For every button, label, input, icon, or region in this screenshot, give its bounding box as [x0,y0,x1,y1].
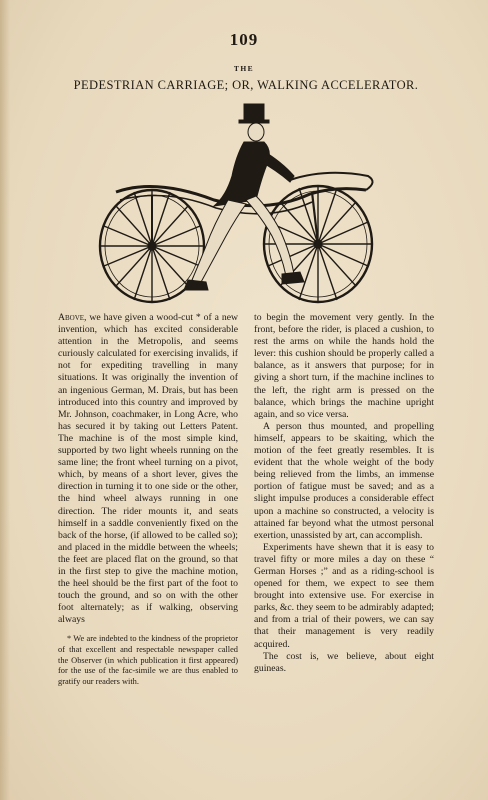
page-number: 109 [229,30,259,49]
page-edge-shadow [0,0,10,800]
text-column-left [58,312,238,687]
body-paragraph: to begin the movement very gently. In the front, before the rider, is placed a cushion, to rest the arms on while the hands hold the lever: this cushion should be properly called a balance, as it answers that purpose; for in giving a short turn, if the machine inclines to the left, the right arm is pressed on the balance, which brings the machine upright again, and so vice versa. [254,312,434,420]
footnote-text: * We are indebted to the kindness of the proprietor of that excellent and respectable newspaper called the Observer (in which publication it first appeared) for the use of the fac-simile we are thus enabled to gratify our readers with. [58,634,238,686]
paragraph-text: we have given a wood-cut * of a new invention, which has excited considerable attention in the Metropolis, and seems curiously calculated for exercising invalids, if not for expediting travelling in many situations. It was originally the invention of an ingenious German, M. Drais, but has been introduced into this country and improved by Mr. Johnson, coachmaker, in Long Acre, who has secured it by taking out Letters Patent. The machine is of the most simple kind, supported by two light wheels running on the same line; the front wheel turning on a pivot, which, by means of a short lever, gives the direction in turning it to one side or the other, the hind wheel always running in one direction. The rider mounts it, and seats himself in a saddle conveniently fixed on the back of the horse, (if allowed to be called so); and placed in the middle between the wheels; the feet are placed flat on the ground, so that in the first step to give the machine motion, the heel should be the first part of the foot to touch the ground, and so on with the other foot alternately; as if walking, observing always [58,312,238,626]
lead-word: Above, [58,312,87,323]
page-title: PEDESTRIAN CARRIAGE; OR, WALKING ACCELERATOR. [73,78,419,92]
draisine-woodcut-icon [96,96,386,306]
body-paragraph: A person thus mounted, and propelling himself, appears to be skaiting, which the motion of the feet greatly resembles. It is evident that the whole weight of the body being relieved from the limbs, an immense portion of fatigue must be saved; and as a slight impulse produces a considerable effect upon a machine so constructed, a velocity is attained far beyond what the utmost personal exertion, unassisted by art, can accomplish. [254,420,434,541]
text-column-right [254,312,434,675]
title-article: THE [233,64,255,73]
body-paragraph: The cost is, we believe, about eight guineas. [254,650,434,674]
body-paragraph [58,312,238,626]
footnote [58,634,238,687]
body-paragraph: Experiments have shewn that it is easy to travel fifty or more miles a day on these “ German Horses ;” and as a riding-school is opened for them, we expect to see them brought into extensive use. For exercise in parks, &c. they seem to be admirably adapted; and from a trial of their powers, we can say that their management is very readily acquired. [254,541,434,650]
